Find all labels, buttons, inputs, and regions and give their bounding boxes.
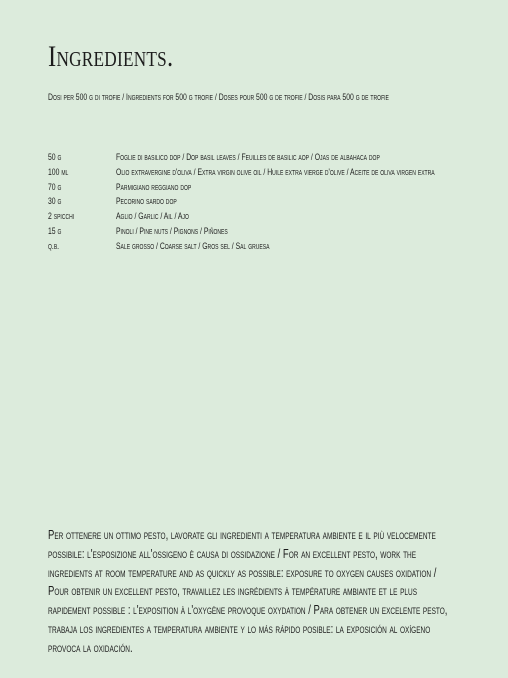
ingredient-list (48, 152, 488, 256)
ingredient-quantity: 100 ml (48, 166, 69, 178)
ingredient-row (48, 211, 488, 226)
ingredient-quantity: 2 spicchi (48, 211, 75, 223)
ingredient-quantity: 30 g (48, 196, 62, 208)
ingredient-row (48, 226, 488, 241)
ingredient-row (48, 182, 488, 197)
preparation-note: Per ottenere un ottimo pesto, lavorate gli ingredienti a temperatura ambiente e il più velocemente possibile: l'esposizione all'ossigeno è causa di ossidazione / For an excellent pesto, work the ingredients at room temperature and as quickly as possible: exposure to oxygen causes oxidation / Pour obtenir un excellent pesto, travaillez les ingrédients à température ambiante et le plus rapidement possible : l'exposition à l'oxygène provoque oxydation / Para obtener un excelente pesto, trabaja los ingredientes a temperatura ambiente y lo más rápido posible: la exposición al oxígeno provoca la oxidación. (48, 527, 448, 655)
ingredient-quantity: 15 g (48, 225, 62, 237)
ingredient-row (48, 196, 488, 211)
ingredient-name: Olio extravergine d'oliva / Extra virgin olive oil / Huile extra vierge d'olive / Aceite de oliva virgen extra (116, 166, 435, 178)
ingredient-row (48, 152, 488, 167)
ingredient-name: Parmigiano reggiano dop (116, 181, 192, 193)
ingredient-quantity: q.b. (48, 240, 60, 252)
ingredient-quantity: 70 g (48, 181, 62, 193)
ingredient-row (48, 167, 488, 182)
ingredient-quantity: 50 g (48, 152, 62, 163)
ingredient-name: Pecorino sardo dop (116, 196, 177, 208)
servings-subtitle: Dosi per 500 g di trofie / Ingredients for 500 g trofie / Doses pour 500 g de trofie / Dosis para 500 g de trofie (48, 92, 389, 103)
ingredient-name: Foglie di basilico dop / Dop basil leaves / Feuilles de basilic aop / Ojas de albahaca dop (116, 152, 380, 163)
page-title: Ingredients. (48, 40, 174, 73)
ingredient-name: Aglio / Garlic / Ail / Ajo (116, 211, 189, 223)
ingredient-row (48, 241, 488, 256)
ingredient-name: Sale grosso / Coarse salt / Gros sel / Sal gruesa (116, 240, 270, 252)
ingredient-name: Pinoli / Pine nuts / Pignons / Piñones (116, 225, 228, 237)
